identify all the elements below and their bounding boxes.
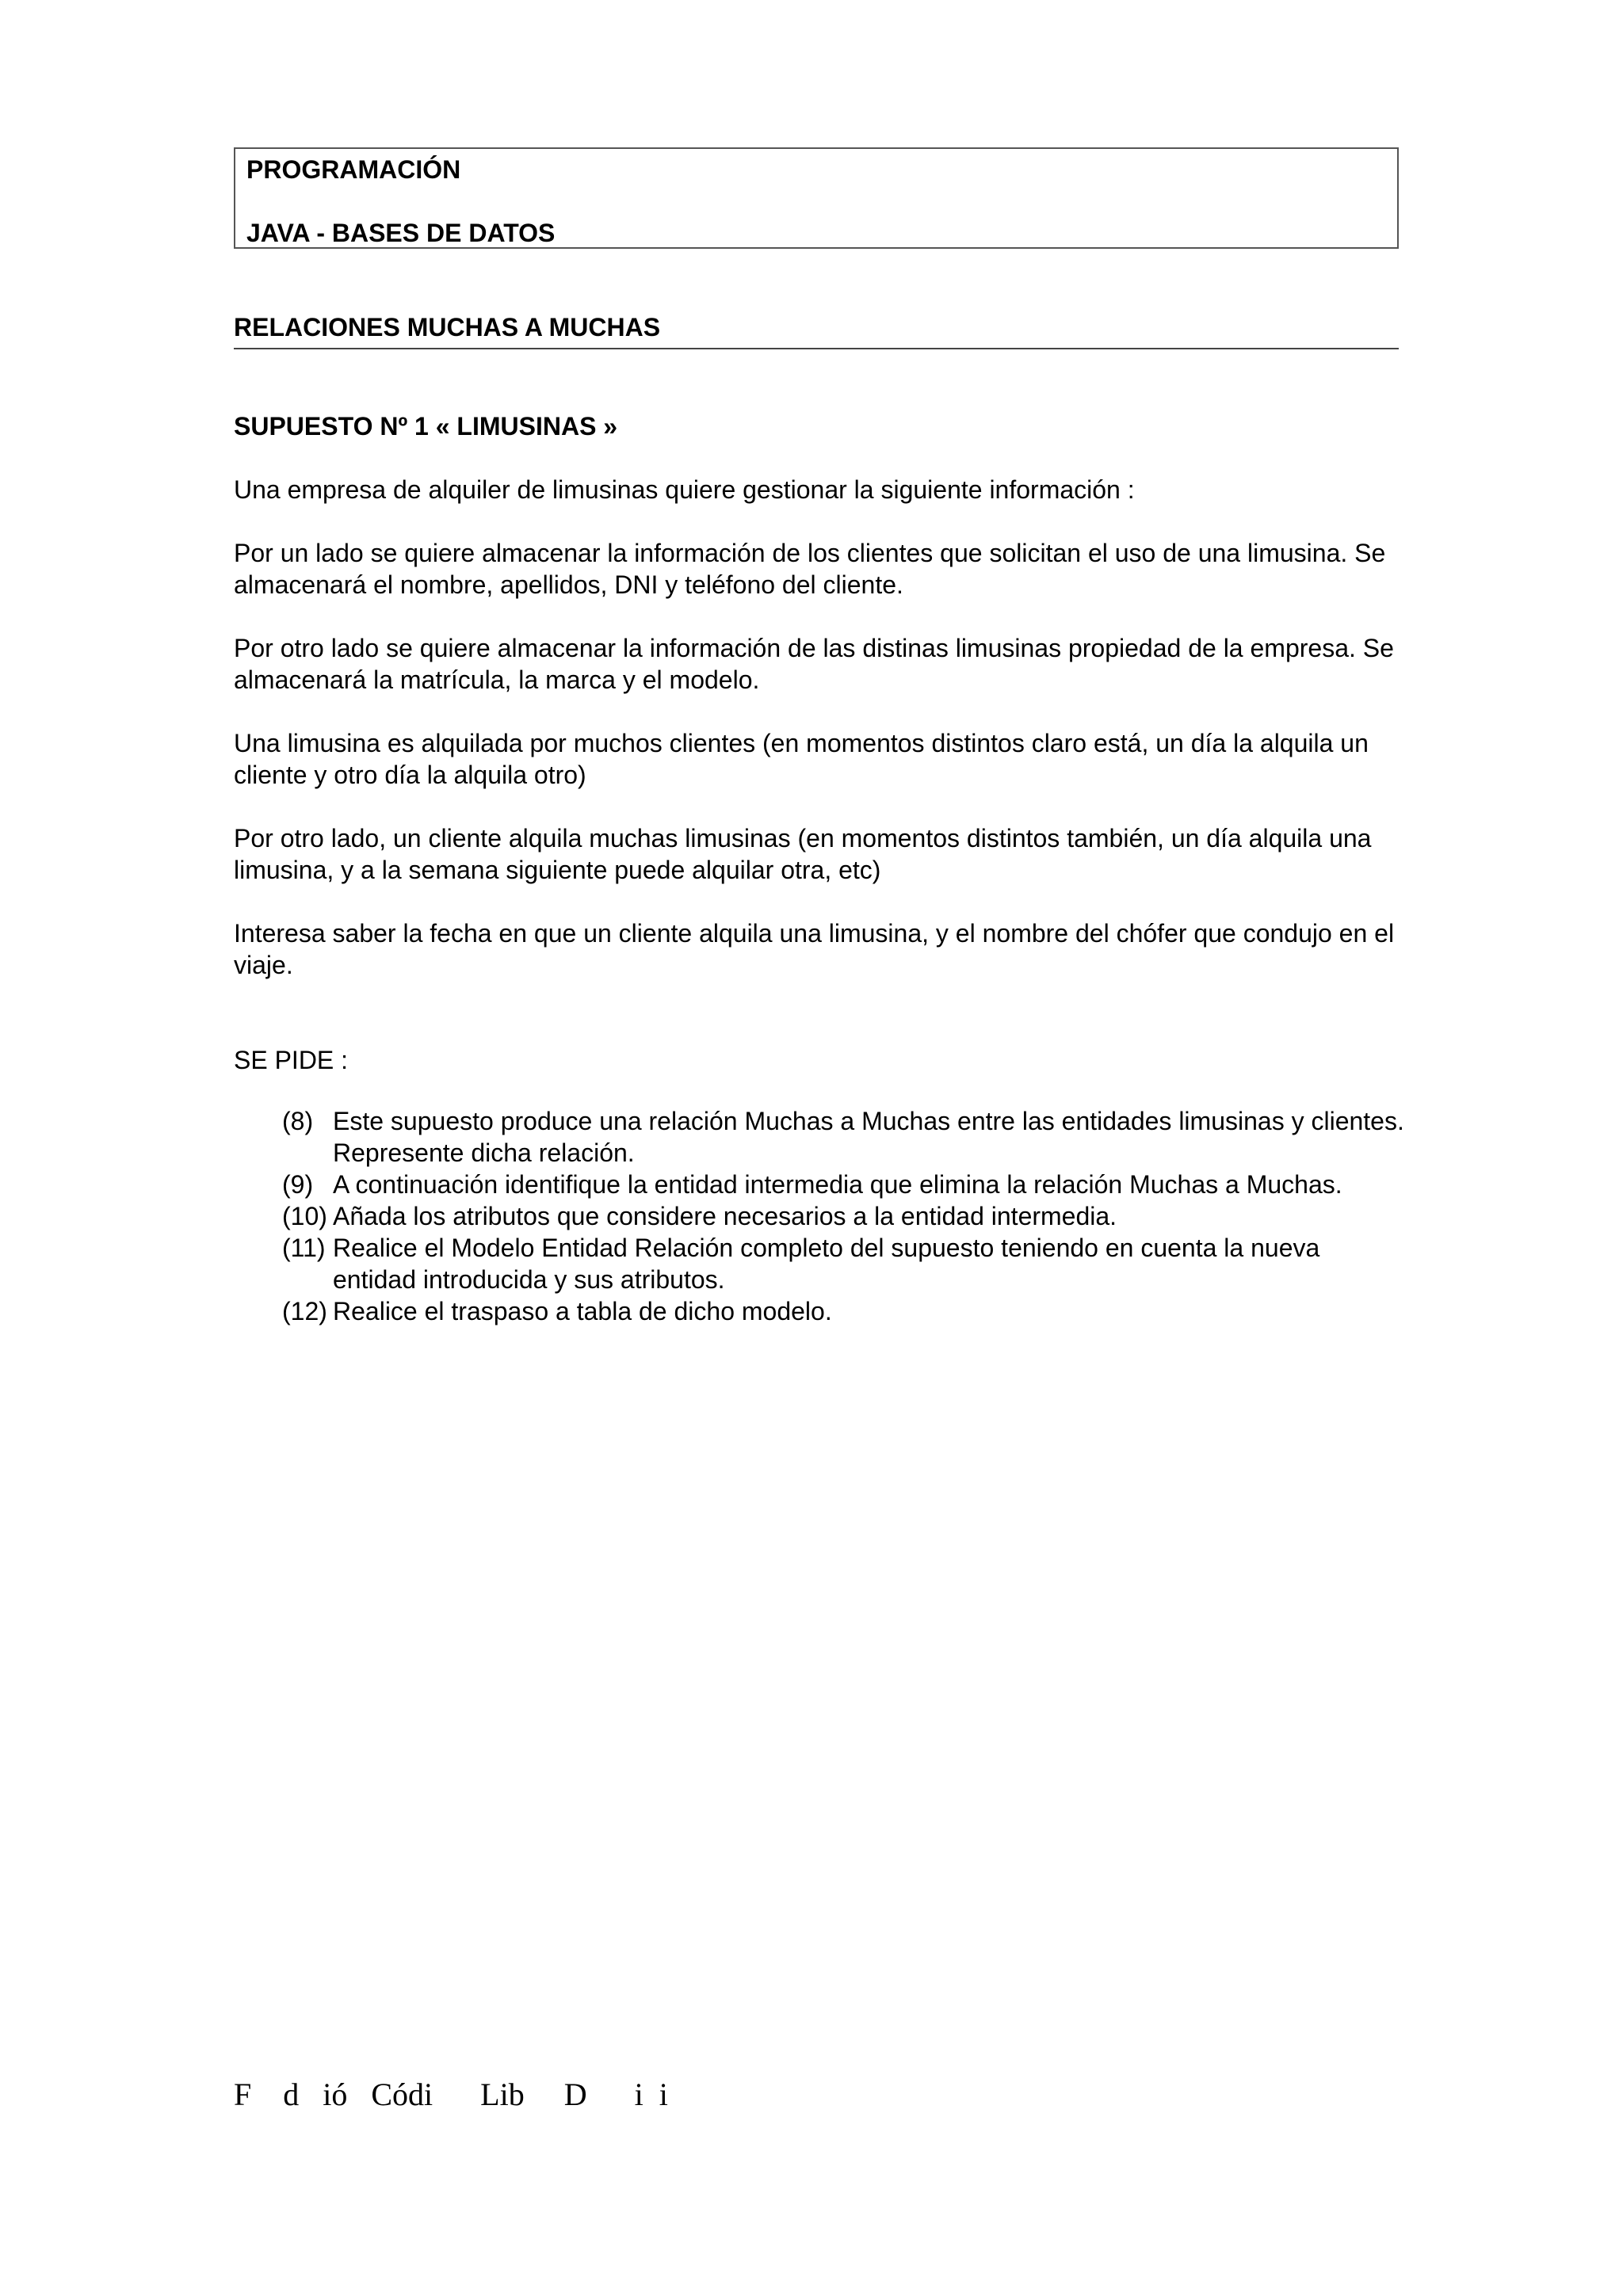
- page-footer: F d ió Códi Lib D i i: [234, 2077, 668, 2112]
- list-item: [282, 1200, 1407, 1232]
- paragraph-intro: Una empresa de alquiler de limusinas quiere gestionar la siguiente información :: [234, 475, 1135, 504]
- list-item-text: Este supuesto produce una relación Muchas a Muchas entre las entidades limusinas y clientes. Represente dicha relación.: [333, 1107, 1404, 1167]
- list-item-number: (12): [282, 1297, 327, 1325]
- header-subject: PROGRAMACIÓN: [246, 155, 461, 184]
- paragraph-limousines: Por otro lado se quiere almacenar la información de las distinas limusinas propiedad de la empresa. Se almacenará la matrícula, la marca y el modelo.: [234, 634, 1394, 694]
- list-item-text: A continuación identifique la entidad intermedia que elimina la relación Muchas a Muchas.: [333, 1170, 1342, 1199]
- list-item-text: Realice el traspaso a tabla de dicho modelo.: [333, 1297, 832, 1325]
- section-title: RELACIONES MUCHAS A MUCHAS: [234, 313, 661, 341]
- list-item-number: (11): [282, 1234, 326, 1262]
- list-item-number: (8): [282, 1107, 314, 1135]
- paragraph-clients: Por un lado se quiere almacenar la información de los clientes que solicitan el uso de una limusina. Se almacenará el nombre, apellidos, DNI y teléfono del cliente.: [234, 539, 1386, 599]
- list-item-number: (10): [282, 1202, 327, 1230]
- list-item-text: Añada los atributos que considere necesarios a la entidad intermedia.: [333, 1202, 1117, 1230]
- list-item: [282, 1232, 1407, 1295]
- requirements-list: [282, 1105, 1407, 1327]
- list-item: [282, 1169, 1407, 1200]
- paragraph-client-rents: Por otro lado, un cliente alquila muchas limusinas (en momentos distintos también, un día alquila una limusina, y a la semana siguiente puede alquilar otra, etc): [234, 824, 1372, 884]
- case-title: SUPUESTO Nº 1 « LIMUSINAS »: [234, 412, 618, 441]
- list-item: [282, 1295, 1407, 1327]
- paragraph-limousine-rented: Una limusina es alquilada por muchos clientes (en momentos distintos claro está, un día la alquila un cliente y otro día la alquila otro): [234, 729, 1369, 789]
- list-item: [282, 1105, 1407, 1169]
- list-item-number: (9): [282, 1170, 314, 1199]
- list-item-text: Realice el Modelo Entidad Relación completo del supuesto teniendo en cuenta la nueva entidad introducida y sus atributos.: [333, 1234, 1320, 1294]
- header-topic: JAVA - BASES DE DATOS: [246, 219, 556, 247]
- paragraph-se-pide: SE PIDE :: [234, 1046, 349, 1074]
- header-box: [234, 147, 1399, 249]
- section-divider: [234, 348, 1399, 349]
- paragraph-rental-date: Interesa saber la fecha en que un cliente alquila una limusina, y el nombre del chófer que condujo en el viaje.: [234, 919, 1395, 979]
